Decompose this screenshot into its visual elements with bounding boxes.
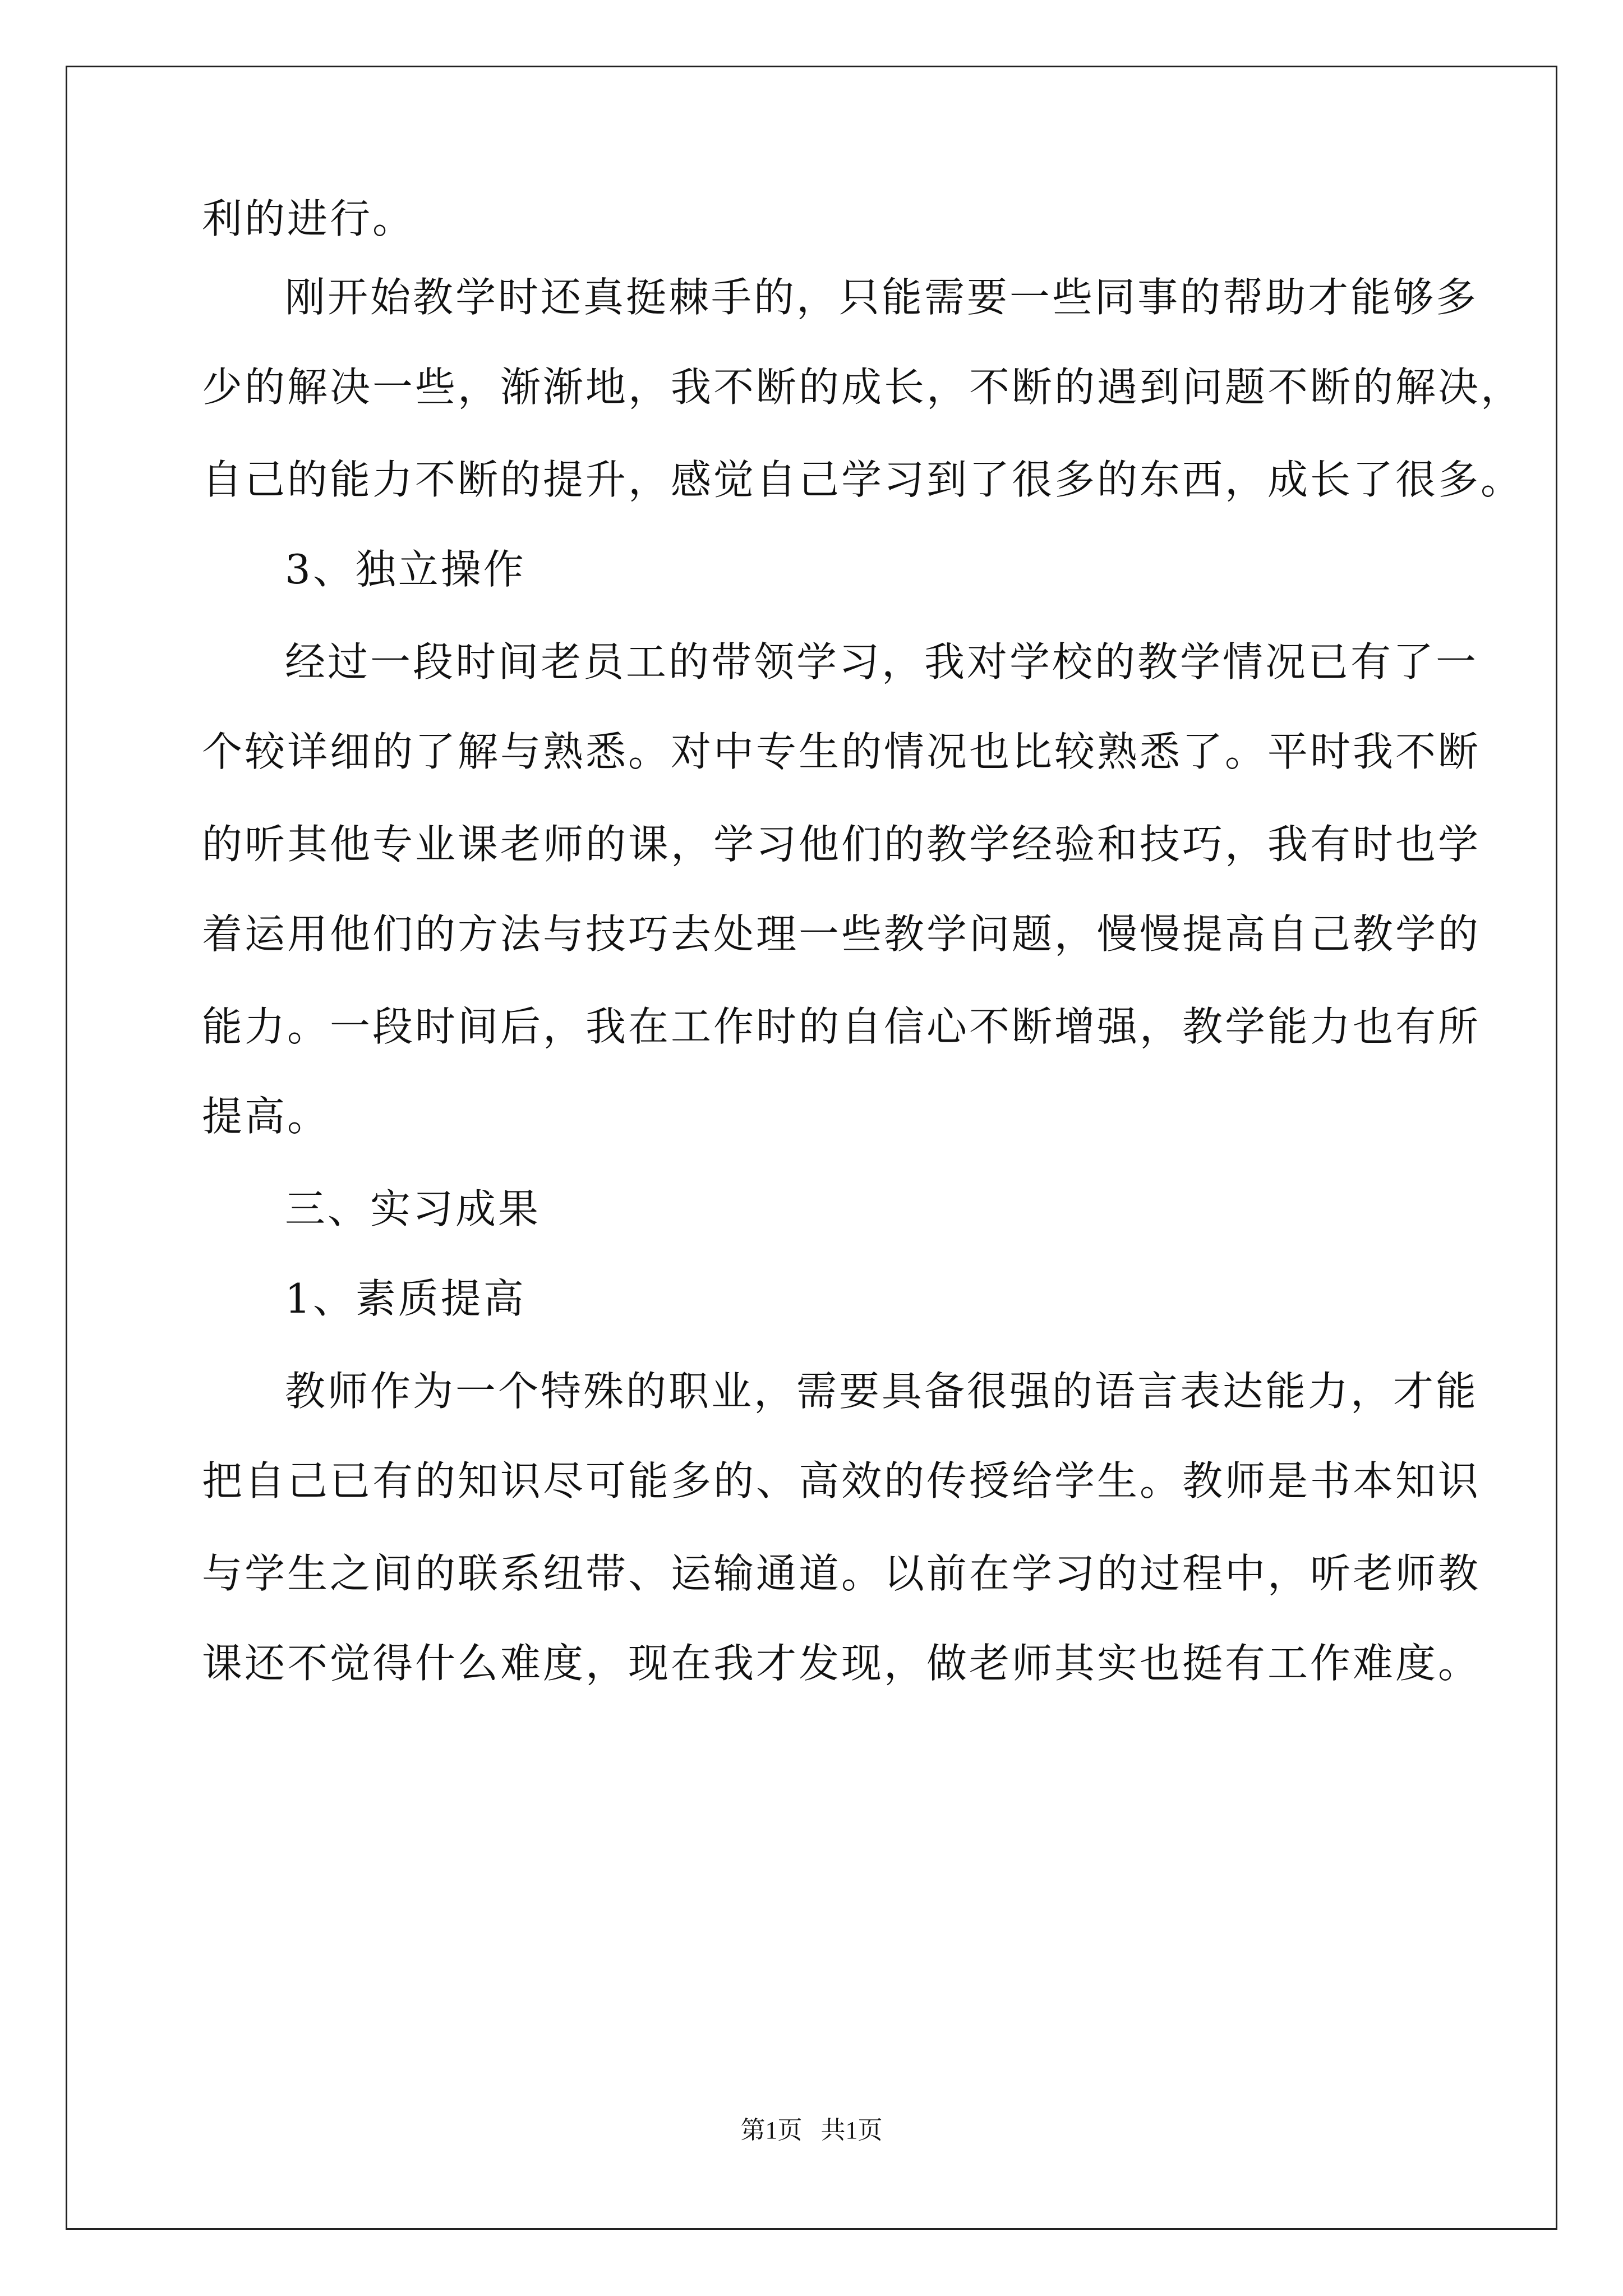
text-line: 教师作为一个特殊的职业，需要具备很强的语言表达能力，才能 [285,1368,1479,1415]
text-line: 自己的能力不断的提升，感觉自己学习到了很多的东西，成长了很多。 [202,456,1524,503]
text-line: 着运用他们的方法与技巧去处理一些教学问题，慢慢提高自己教学的 [202,910,1481,958]
text-line: 课还不觉得什么难度，现在我才发现，做老师其实也挺有工作难度。 [202,1640,1481,1687]
text-line: 个较详细的了解与熟悉。对中专生的情况也比较熟悉了。平时我不断 [202,728,1481,775]
document-body [202,191,1430,247]
text-line: 刚开始教学时还真挺棘手的，只能需要一些同事的帮助才能够多 [285,274,1479,321]
text-line: 利的进行。 [202,195,416,242]
text-line: 提高。 [202,1093,330,1140]
text-line: 少的解决一些，渐渐地，我不断的成长，不断的遇到问题不断的解决， [202,364,1524,411]
text-line: 经过一段时间老员工的带领学习，我对学校的教学情况已有了一 [285,638,1479,685]
section-heading: 1、素质提高 [285,1275,526,1322]
page-footer: 第1页 共1页 [740,2116,883,2144]
section-heading: 3、独立操作 [285,546,526,593]
section-heading: 三、实习成果 [285,1185,541,1232]
text-line: 的听其他专业课老师的课，学习他们的教学经验和技巧，我有时也学 [202,821,1481,868]
text-line: 与学生之间的联系纽带、运输通道。以前在学习的过程中，听老师教 [202,1550,1481,1597]
text-line: 把自己已有的知识尽可能多的、高效的传授给学生。教师是书本知识 [202,1457,1481,1504]
text-line: 能力。一段时间后，我在工作时的自信心不断增强，教学能力也有所 [202,1003,1481,1050]
